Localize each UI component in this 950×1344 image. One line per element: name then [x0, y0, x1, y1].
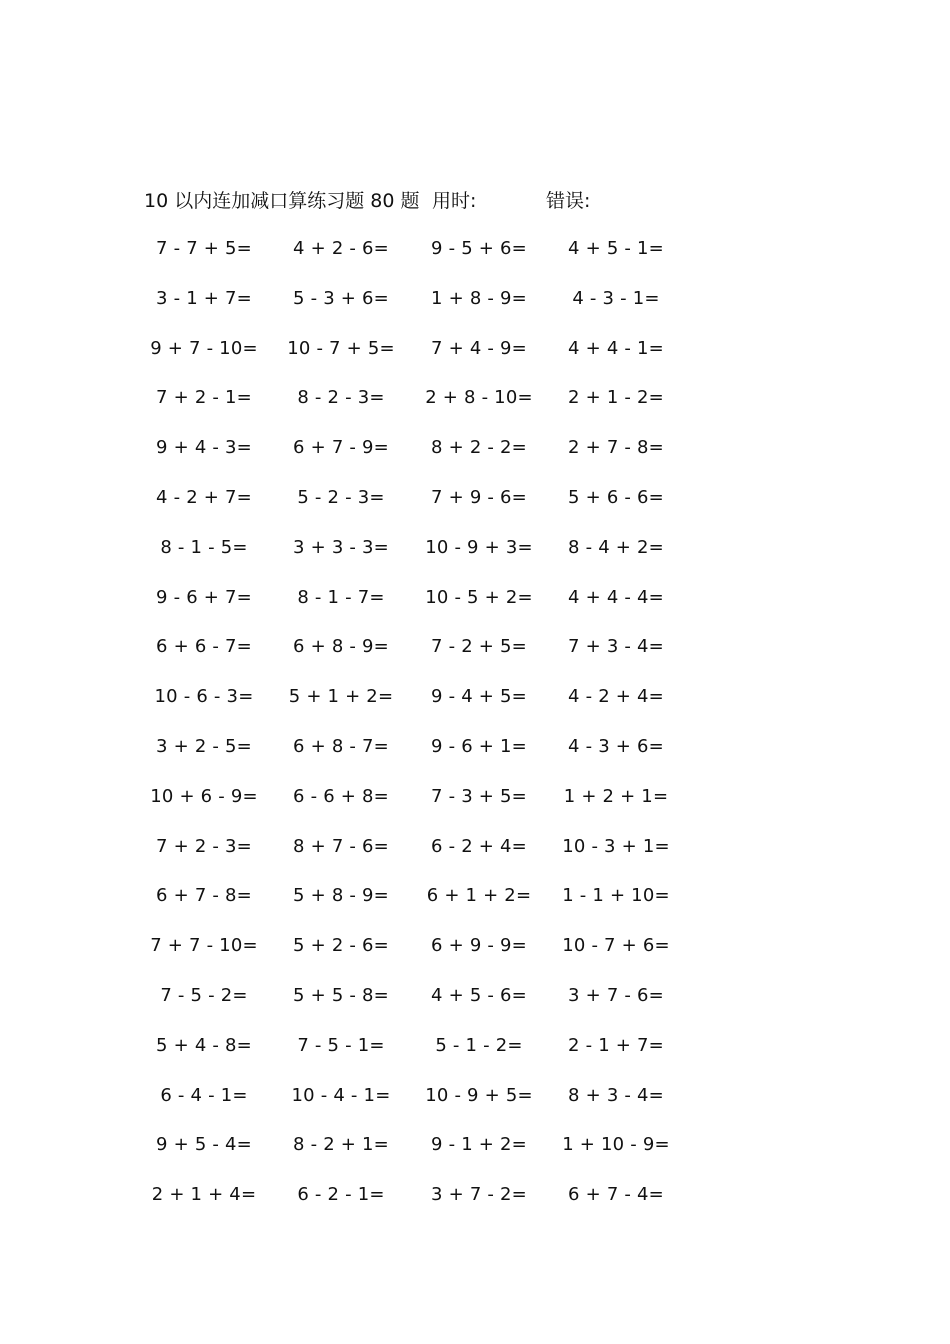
- arithmetic-problem: 5 + 5 - 8=: [293, 984, 389, 1006]
- arithmetic-problem: 5 + 4 - 8=: [156, 1034, 252, 1056]
- arithmetic-problem: 7 - 7 + 5=: [156, 238, 252, 259]
- arithmetic-problem: 7 + 2 - 3=: [156, 835, 252, 857]
- arithmetic-problem: 7 + 3 - 4=: [568, 636, 664, 658]
- arithmetic-problem: 3 + 7 - 2=: [431, 1184, 527, 1206]
- arithmetic-problem: 6 + 9 - 9=: [431, 935, 527, 957]
- problem-row: [0, 1033, 950, 1083]
- problem-row: [0, 585, 950, 635]
- problem-row: [0, 286, 950, 336]
- arithmetic-problem: 7 + 2 - 1=: [156, 387, 252, 409]
- arithmetic-problem: 9 + 4 - 3=: [156, 437, 252, 459]
- problem-row: [0, 236, 950, 286]
- arithmetic-problem: 8 - 1 - 5=: [160, 536, 248, 558]
- arithmetic-problem: 10 - 7 + 6=: [562, 935, 670, 957]
- arithmetic-problem: 6 + 8 - 9=: [293, 636, 389, 658]
- arithmetic-problem: 6 + 1 + 2=: [426, 885, 532, 907]
- problem-row: [0, 1132, 950, 1182]
- arithmetic-problem: 8 + 3 - 4=: [568, 1084, 664, 1106]
- arithmetic-problem: 6 - 4 - 1=: [160, 1084, 248, 1106]
- arithmetic-problem: 5 + 8 - 9=: [293, 885, 389, 907]
- arithmetic-problem: 3 - 1 + 7=: [156, 287, 252, 309]
- arithmetic-problem: 5 - 2 - 3=: [297, 486, 385, 508]
- problem-row: [0, 883, 950, 933]
- arithmetic-problem: 6 + 7 - 4=: [568, 1184, 664, 1206]
- arithmetic-problem: 2 + 8 - 10=: [425, 387, 533, 409]
- arithmetic-problem: 9 - 5 + 6=: [431, 238, 527, 259]
- arithmetic-problem: 8 + 2 - 2=: [431, 437, 527, 459]
- arithmetic-problem: 8 + 7 - 6=: [293, 835, 389, 857]
- arithmetic-problem: 9 - 6 + 1=: [431, 735, 527, 757]
- arithmetic-problem: 6 - 2 - 1=: [297, 1184, 385, 1206]
- arithmetic-problem: 8 - 4 + 2=: [568, 536, 664, 558]
- arithmetic-problem: 7 + 4 - 9=: [431, 337, 527, 359]
- arithmetic-problem: 2 + 7 - 8=: [568, 437, 664, 459]
- arithmetic-problem: 8 - 2 - 3=: [297, 387, 385, 409]
- arithmetic-problem: 9 - 4 + 5=: [431, 686, 527, 708]
- arithmetic-problem: 1 + 2 + 1=: [563, 785, 669, 807]
- problem-row: [0, 734, 950, 784]
- arithmetic-problem: 4 - 2 + 4=: [568, 686, 664, 708]
- arithmetic-problem: 9 - 1 + 2=: [431, 1134, 527, 1156]
- arithmetic-problem: 4 + 4 - 4=: [568, 586, 664, 608]
- problem-row: [0, 834, 950, 884]
- problem-row: [0, 435, 950, 485]
- arithmetic-problem: 1 + 10 - 9=: [562, 1134, 670, 1156]
- arithmetic-problem: 2 + 1 - 2=: [568, 387, 664, 409]
- arithmetic-problem: 5 + 6 - 6=: [568, 486, 664, 508]
- arithmetic-problem: 10 - 4 - 1=: [291, 1084, 391, 1106]
- problem-row: [0, 1083, 950, 1133]
- arithmetic-problem: 4 - 3 - 1=: [572, 287, 660, 309]
- arithmetic-problem: 7 - 5 - 2=: [160, 984, 248, 1006]
- arithmetic-problem: 10 - 6 - 3=: [154, 686, 254, 708]
- error-count-label: 错误:: [546, 190, 591, 212]
- arithmetic-problem: 9 + 5 - 4=: [156, 1134, 252, 1156]
- arithmetic-problem: 6 + 7 - 8=: [156, 885, 252, 907]
- arithmetic-problem: 5 + 1 + 2=: [288, 686, 394, 708]
- problem-row: [0, 1182, 950, 1232]
- arithmetic-problem: 6 + 8 - 7=: [293, 735, 389, 757]
- arithmetic-problem: 7 + 7 - 10=: [150, 935, 258, 957]
- arithmetic-problem: 4 + 2 - 6=: [293, 238, 389, 259]
- arithmetic-problem: 3 + 2 - 5=: [156, 735, 252, 757]
- arithmetic-problem: 10 - 3 + 1=: [562, 835, 670, 857]
- arithmetic-problem: 10 - 5 + 2=: [425, 586, 533, 608]
- problem-row: [0, 336, 950, 386]
- arithmetic-problem: 1 - 1 + 10=: [562, 885, 670, 907]
- time-used-label: 用时:: [432, 190, 477, 212]
- arithmetic-problem: 7 - 2 + 5=: [431, 636, 527, 658]
- arithmetic-problem: 8 - 1 - 7=: [297, 586, 385, 608]
- arithmetic-problem: 3 + 7 - 6=: [568, 984, 664, 1006]
- problem-grid: [0, 236, 950, 1232]
- arithmetic-problem: 4 + 5 - 1=: [568, 238, 664, 259]
- arithmetic-problem: 6 - 6 + 8=: [293, 785, 389, 807]
- arithmetic-problem: 10 - 9 + 5=: [425, 1084, 533, 1106]
- arithmetic-problem: 5 + 2 - 6=: [293, 935, 389, 957]
- problem-row: [0, 933, 950, 983]
- arithmetic-problem: 10 + 6 - 9=: [150, 785, 258, 807]
- problem-row: [0, 385, 950, 435]
- arithmetic-problem: 4 - 3 + 6=: [568, 735, 664, 757]
- arithmetic-problem: 10 - 7 + 5=: [287, 337, 395, 359]
- arithmetic-problem: 7 + 9 - 6=: [431, 486, 527, 508]
- arithmetic-problem: 3 + 3 - 3=: [293, 536, 389, 558]
- problem-row: [0, 684, 950, 734]
- problem-row: [0, 784, 950, 834]
- problem-row: [0, 535, 950, 585]
- worksheet-title: 10 以内连加减口算练习题 80 题: [144, 190, 420, 212]
- arithmetic-problem: 5 - 1 - 2=: [435, 1034, 523, 1056]
- arithmetic-problem: 1 + 8 - 9=: [431, 287, 527, 309]
- arithmetic-problem: 6 + 7 - 9=: [293, 437, 389, 459]
- arithmetic-problem: 8 - 2 + 1=: [293, 1134, 389, 1156]
- arithmetic-problem: 10 - 9 + 3=: [425, 536, 533, 558]
- arithmetic-problem: 5 - 3 + 6=: [293, 287, 389, 309]
- arithmetic-problem: 7 - 3 + 5=: [431, 785, 527, 807]
- arithmetic-problem: 2 + 1 + 4=: [151, 1184, 257, 1206]
- arithmetic-problem: 6 - 2 + 4=: [431, 835, 527, 857]
- arithmetic-problem: 4 + 5 - 6=: [431, 984, 527, 1006]
- arithmetic-problem: 6 + 6 - 7=: [156, 636, 252, 658]
- problem-row: [0, 485, 950, 535]
- arithmetic-problem: 4 + 4 - 1=: [568, 337, 664, 359]
- arithmetic-problem: 4 - 2 + 7=: [156, 486, 252, 508]
- arithmetic-problem: 9 + 7 - 10=: [150, 337, 258, 359]
- arithmetic-problem: 9 - 6 + 7=: [156, 586, 252, 608]
- problem-row: [0, 634, 950, 684]
- problem-row: [0, 983, 950, 1033]
- arithmetic-problem: 2 - 1 + 7=: [568, 1034, 664, 1056]
- worksheet-header: [0, 186, 950, 216]
- arithmetic-problem: 7 - 5 - 1=: [297, 1034, 385, 1056]
